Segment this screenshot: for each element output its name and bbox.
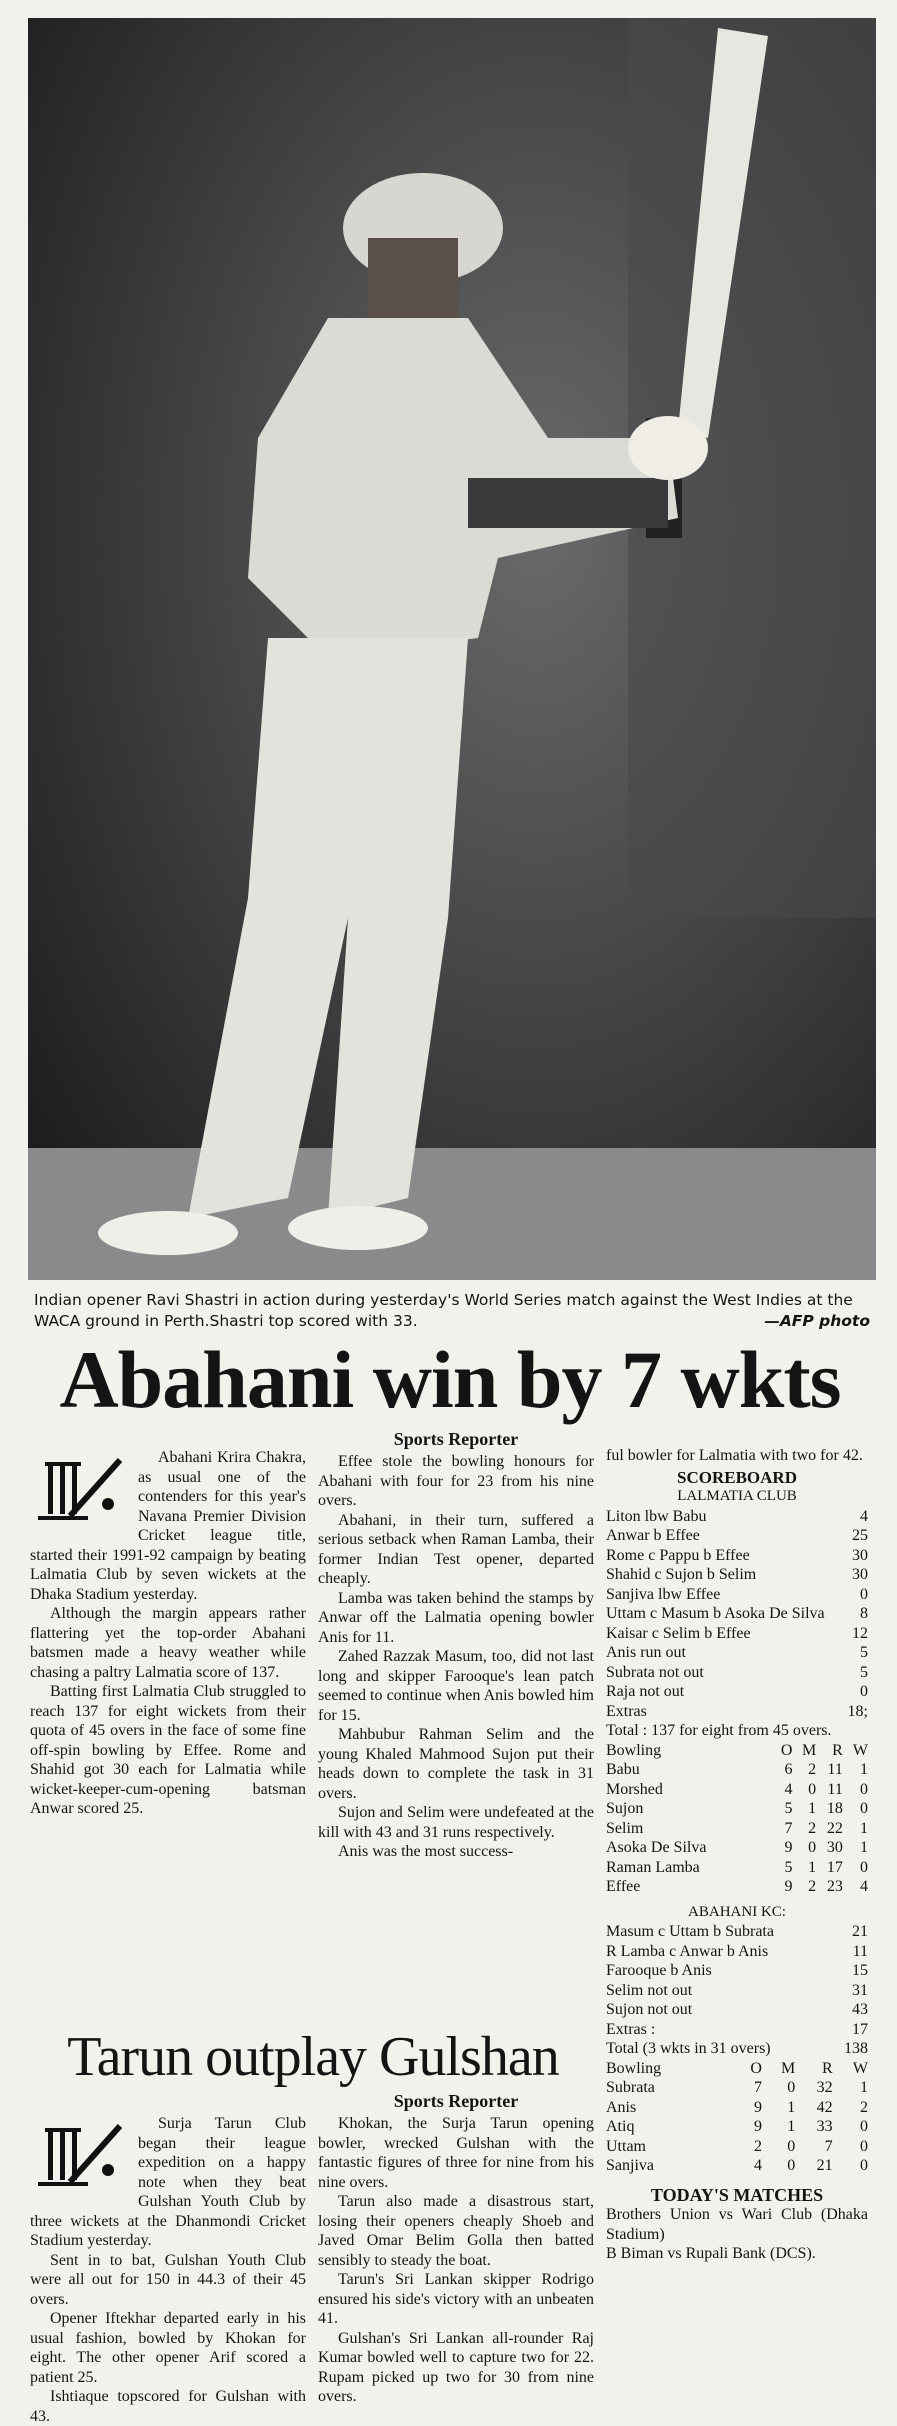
batting-row [606, 1507, 868, 1527]
bowling-header-row [606, 1741, 868, 1761]
story1-paragraph: Anis was the most success- [338, 1843, 514, 1860]
todays-match-item: Brothers Union vs Wari Club (Dhaka Stadium) [606, 2206, 868, 2243]
batsman-photo-illustration [28, 18, 876, 1280]
bowling-row [606, 1799, 868, 1819]
bowling-table-lalmatia [606, 2059, 868, 2176]
bowling-row [606, 1858, 868, 1878]
batsman-runs: 21 [852, 1923, 868, 1940]
photo-credit: —AFP photo [764, 1312, 870, 1330]
bowling-header-cell: M [780, 2059, 796, 2077]
batsman-dismissal: Uttam c Masum b Asoka De Silva [606, 1605, 825, 1622]
bowling-figure: 0 [808, 1780, 817, 1798]
batting-row [606, 1981, 868, 2001]
story1-paragraph: Sujon and Selim were undefeated at the kill with 43 and 31 runs respectively. [318, 1804, 594, 1841]
batting-row [606, 1643, 868, 1663]
bowling-figure: 23 [826, 1878, 843, 1895]
story1-paragraph: Zahed Razzak Masum, too, did not last long and skipper Farooque's lean patch seemed to continue when Anis bowled him for 15. [318, 1648, 594, 1724]
bowling-figure: 1 [787, 2118, 796, 2135]
bowler-name: Anis [606, 2098, 637, 2116]
bowling-figure: 7 [784, 1819, 793, 1837]
story1-paragraph: Abahani, in their turn, suffered a serious setback when Raman Lamba, their former Indian Test opener, departed cheaply. [318, 1511, 594, 1587]
total-lalmatia: Total : 137 for eight from 45 overs. [606, 1722, 832, 1739]
batsman-dismissal: Farooque b Anis [606, 1962, 712, 1979]
bowling-figure: 0 [860, 2118, 868, 2135]
bowling-table-abahani [606, 1741, 868, 1897]
bowler-name: Subrata [606, 2079, 655, 2096]
bowling-header-cell: W [852, 2059, 868, 2077]
bowling-figure: 30 [826, 1839, 843, 1856]
bowling-header-cell: Bowling [606, 1741, 662, 1759]
bowling-figure: 0 [860, 2137, 868, 2155]
photo-caption [34, 1290, 870, 1332]
scoreboard-team1: LALMATIA CLUB [677, 1488, 797, 1504]
caption-text: Indian opener Ravi Shastri in action during yesterday's World Series match against the West Indies at the WACA ground in Perth.Shastri top scored with 33. [34, 1291, 853, 1330]
bowling-row [606, 2078, 868, 2098]
batsman-dismissal: Sujon not out [606, 2001, 693, 2018]
bowler-name: Raman Lamba [606, 1858, 700, 1876]
bowling-figure: 2 [808, 1761, 817, 1778]
headline-secondary: Tarun outplay Gulshan [67, 2026, 559, 2088]
batsman-dismissal: Liton lbw Babu [606, 1507, 707, 1525]
bowler-name: Babu [606, 1761, 640, 1778]
story2-paragraph: Gulshan's Sri Lankan all-rounder Raj Kumar bowled well to capture two for 22. Rupam picked up two for 30 from nine overs. [318, 2329, 594, 2405]
headline-main: Abahani win by 7 wkts [59, 1334, 841, 1425]
story1-byline: Sports Reporter [393, 1429, 519, 1449]
bowling-row [606, 1780, 868, 1800]
bowling-figure: 42 [816, 2098, 833, 2116]
bowling-figure: 1 [860, 1819, 868, 1837]
story1-paragraph: Mahbubur Rahman Selim and the young Khaled Mahmood Sujon put their heads down to complete the task in 31 overs. [318, 1726, 594, 1802]
bowling-figure: 21 [816, 2157, 833, 2174]
story1-column-2 [318, 1428, 594, 1862]
bowler-name: Effee [606, 1878, 641, 1895]
bowling-figure: 9 [753, 2098, 762, 2116]
batting-row [606, 2000, 868, 2020]
bowling-figure: 0 [860, 1858, 868, 1876]
batsman-dismissal: Anwar b Effee [606, 1527, 700, 1544]
bowling-figure: 2 [753, 2137, 762, 2155]
bowling-figure: 1 [860, 1839, 868, 1856]
story2-paragraph: Surja Tarun Club began their league expedition on a happy note when they beat Gulshan Youth Club by three wickets at the Dhanmondi Cricket Stadium yesterday. [30, 2115, 306, 2249]
batsman-dismissal: Rome c Pappu b Effee [606, 1546, 750, 1564]
bowler-name: Selim [606, 1819, 644, 1837]
batting-row [606, 1546, 868, 1566]
bowling-figure: 2 [808, 1819, 817, 1837]
batting-row [606, 1922, 868, 1942]
bowling-header-cell: O [750, 2059, 762, 2077]
story2-paragraph: Tarun's Sri Lankan skipper Rodrigo ensured his side's victory with an unbeaten 41. [318, 2271, 594, 2327]
bowling-figure: 0 [860, 1800, 868, 1817]
batsman-dismissal: Anis run out [606, 1644, 686, 1661]
story2-paragraph: Khokan, the Surja Tarun opening bowler, wrecked Gulshan with the fantastic figures of three for nine from his nine overs. [318, 2115, 594, 2191]
batsman-runs: 31 [852, 1981, 868, 1999]
batsman-dismissal: Selim not out [606, 1981, 693, 1999]
bowling-figure: 1 [787, 2098, 796, 2116]
story1-column-1 [30, 1448, 306, 1819]
batsman-runs: 8 [860, 1605, 868, 1622]
batting-row [606, 1526, 868, 1546]
batsman-dismissal: Raja not out [606, 1683, 685, 1700]
batting-table-abahani [606, 1922, 868, 2039]
bowling-figure: 4 [860, 1878, 868, 1895]
batting-row [606, 1565, 868, 1585]
total-abahani [606, 2039, 868, 2059]
total-label: Total (3 wkts in 31 overs) [606, 2040, 771, 2057]
batsman-dismissal: Kaisar c Selim b Effee [606, 1624, 751, 1642]
batting-row [606, 2020, 868, 2040]
batsman-dismissal: Subrata not out [606, 1663, 704, 1681]
bowler-name: Morshed [606, 1780, 663, 1798]
batsman-runs: 30 [852, 1546, 868, 1564]
batsman-runs: 18; [847, 1702, 868, 1720]
batting-row [606, 1585, 868, 1605]
bowling-figure: 1 [860, 1761, 868, 1778]
bowling-figure: 2 [808, 1878, 817, 1895]
story2-byline: Sports Reporter [393, 2091, 519, 2111]
story2-column-1 [30, 2114, 306, 2426]
bowling-figure: 4 [784, 1780, 793, 1798]
bowler-name: Uttam [606, 2137, 646, 2155]
batsman-runs: 17 [852, 2020, 868, 2038]
bowling-figure: 33 [816, 2118, 833, 2135]
cricket-stumps-icon [30, 2120, 130, 2192]
bowling-row [606, 1819, 868, 1839]
batsman-runs: 5 [860, 1644, 868, 1661]
right-column [606, 1446, 868, 2264]
bowling-row [606, 2156, 868, 2176]
bowling-figure: 11 [827, 1761, 843, 1778]
story1-paragraph: Although the margin appears rather flattering yet the top-order Abahani batsmen made a heavy weather while chasing a paltry Lalmatia score of 137. [30, 1605, 306, 1681]
bowling-figure: 9 [784, 1878, 793, 1895]
cricket-stumps-icon [30, 1454, 130, 1526]
bowling-row [606, 1760, 868, 1780]
bowling-figure: 4 [753, 2157, 762, 2174]
bowling-figure: 5 [784, 1800, 793, 1817]
batting-row [606, 1604, 868, 1624]
batsman-runs: 43 [852, 2001, 868, 2018]
batsman-runs: 30 [852, 1566, 868, 1583]
batsman-dismissal: Masum c Uttam b Subrata [606, 1923, 774, 1940]
bowling-row [606, 2117, 868, 2137]
story1-paragraph: Effee stole the bowling honours for Abahani with four for 23 from his nine overs. [318, 1453, 594, 1509]
bowling-figure: 0 [787, 2157, 796, 2174]
total-runs: 138 [844, 2040, 868, 2057]
bowling-figure: 17 [826, 1858, 843, 1876]
bowling-header-cell: R [832, 1741, 843, 1759]
batsman-runs: 12 [852, 1624, 868, 1642]
story2-paragraph: Opener Iftekhar departed early in his usual fashion, bowled by Khokan for eight. The other opener Arif scored a patient 25. [30, 2310, 306, 2386]
story2-column-2 [318, 2090, 594, 2407]
batsman-dismissal: Shahid c Sujon b Selim [606, 1566, 757, 1583]
bowling-figure: 0 [787, 2137, 796, 2155]
bowling-header-cell: R [821, 2059, 833, 2077]
batsman-dismissal: Sanjiva lbw Effee [606, 1585, 721, 1603]
bowling-row [606, 2098, 868, 2118]
bowling-figure: 9 [753, 2118, 762, 2135]
story1-paragraph: Batting first Lalmatia Club struggled to reach 137 for eight wickets from their quota of 45 overs in the face of some fine off-spin bowling by Effee. Rome and Shahid got 30 each for Lalmatia while wicket-keeper-cum-opening batsman Anwar scored 25. [30, 1683, 306, 1817]
batsman-runs: 0 [860, 1683, 868, 1700]
bowler-name: Atiq [606, 2118, 635, 2135]
bowling-header-row [606, 2059, 868, 2079]
bowling-figure: 22 [826, 1819, 843, 1837]
bowling-figure: 18 [826, 1800, 843, 1817]
batsman-dismissal: Extras [606, 1702, 647, 1720]
bowling-header-cell: W [852, 1741, 868, 1759]
bowling-figure: 7 [753, 2079, 762, 2096]
bowling-row [606, 2137, 868, 2157]
bowler-name: Sanjiva [606, 2157, 654, 2174]
bowling-header-cell: O [780, 1741, 793, 1759]
news-photo [28, 18, 876, 1280]
batting-row [606, 1682, 868, 1702]
bowling-figure: 7 [824, 2137, 833, 2155]
story2-paragraph: Ishtiaque topscored for Gulshan with 43. [30, 2388, 306, 2425]
story2-paragraph: Sent in to bat, Gulshan Youth Club were all out for 150 in 44.3 of their 45 overs. [30, 2251, 306, 2308]
bowling-header-cell: M [801, 1741, 817, 1759]
batting-row [606, 1942, 868, 1962]
bowling-figure: 1 [808, 1800, 817, 1817]
bowling-figure: 0 [860, 1780, 868, 1798]
story2-paragraph: Tarun also made a disastrous start, losing their openers cheaply Shoeb and Javed Omar Belim Golla then batted sensibly to steady the boat. [318, 2193, 594, 2269]
bowling-figure: 1 [808, 1858, 817, 1876]
batting-row [606, 1624, 868, 1644]
bowling-figure: 1 [860, 2079, 868, 2096]
bowling-figure: 9 [784, 1839, 793, 1856]
story1-continuation: ful bowler for Lalmatia with two for 42. [606, 1447, 863, 1464]
scoreboard-team2: ABAHANI KC: [688, 1903, 786, 1920]
story1-paragraph: Abahani Krira Chakra, as usual one of the contenders for this year's Navana Premier Division Cricket league title, started their 1991-92 campaign by beating Lalmatia Club by seven wickets at the Dhaka Stadium yesterday. [30, 1449, 306, 1603]
story1-paragraph: Lamba was taken behind the stamps by Anwar off the Lalmatia opening bowler Anis for 11. [318, 1589, 594, 1646]
bowler-name: Asoka De Silva [606, 1839, 707, 1856]
batting-row [606, 1663, 868, 1683]
batsman-dismissal: R Lamba c Anwar b Anis [606, 1942, 769, 1960]
scoreboard-title: SCOREBOARD [677, 1467, 797, 1487]
bowling-header-cell: Bowling [606, 2059, 662, 2077]
bowling-figure: 32 [816, 2079, 833, 2096]
batsman-runs: 0 [860, 1585, 868, 1603]
bowling-figure: 11 [827, 1780, 843, 1798]
batsman-runs: 15 [852, 1962, 868, 1979]
bowling-row [606, 1838, 868, 1858]
todays-match-item: B Biman vs Rupali Bank (DCS). [606, 2245, 816, 2262]
batting-table-lalmatia [606, 1507, 868, 1722]
batsman-runs: 25 [852, 1527, 868, 1544]
batting-row [606, 1702, 868, 1722]
batsman-runs: 4 [860, 1507, 868, 1525]
bowling-figure: 5 [784, 1858, 793, 1876]
bowling-row [606, 1877, 868, 1897]
batting-row [606, 1961, 868, 1981]
batsman-dismissal: Extras : [606, 2020, 656, 2038]
bowling-figure: 0 [808, 1839, 817, 1856]
batsman-runs: 5 [860, 1663, 868, 1681]
todays-matches-title: TODAY'S MATCHES [650, 2184, 824, 2205]
bowling-figure: 2 [860, 2098, 868, 2116]
bowling-figure: 0 [860, 2157, 868, 2174]
bowling-figure: 6 [784, 1761, 793, 1778]
bowling-figure: 0 [787, 2079, 796, 2096]
bowler-name: Sujon [606, 1800, 644, 1817]
batsman-runs: 11 [852, 1942, 868, 1960]
